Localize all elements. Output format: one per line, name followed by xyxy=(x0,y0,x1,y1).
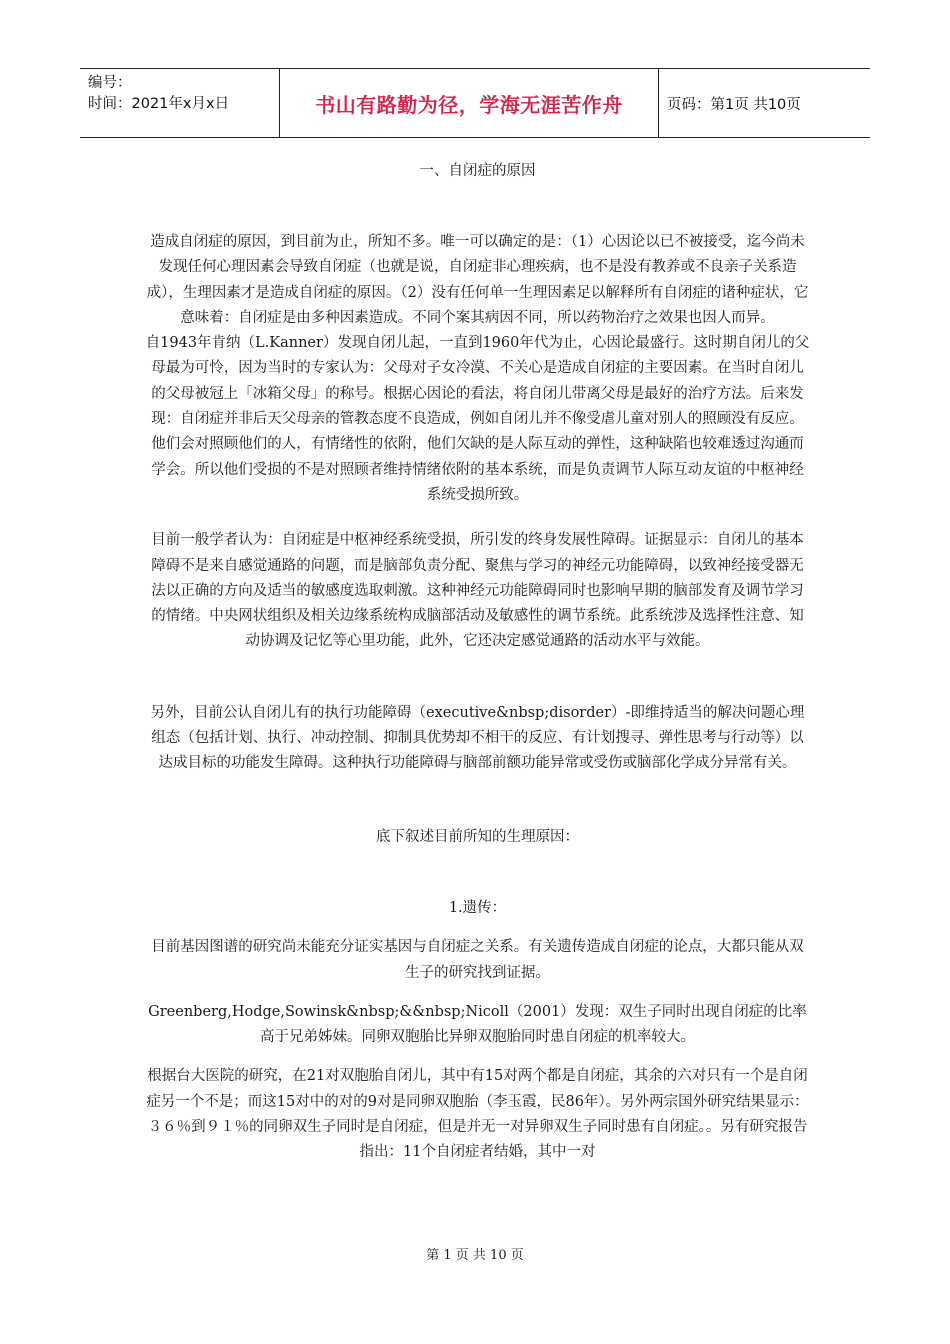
paragraph-psychogenic-theory: 自1943年肯纳（L.Kanner）发现自闭儿起，一直到1960年代为止，心因论最盛行。这时期自闭儿的父母最为可怜，因为当时的专家认为：父母对子女冷漠、不关心是造成自闭症的主要因素。在当时自闭儿的父母被冠上「冰箱父母」的称号。根据心因论的看法，将自闭儿带离父母是最好的治疗方法。后来发现：自闭症并非后天父母亲的管教态度不良造成，例如自闭儿并不像受虐儿童对别人的照顾没有反应。他们会对照顾他们的人，有情绪性的依附，他们欠缺的是人际互动的弹性，这种缺陷也较难透过沟通而学会。所以他们受损的不是对照顾者维持情绪依附的基本系统，而是负责调节人际互动友谊的中枢神经系统受损所致。 xyxy=(145,335,810,503)
page-number-cell xyxy=(659,69,870,137)
paragraph-physiological-intro: 底下叙述目前所知的生理原因： xyxy=(376,828,579,845)
paragraph-executive-disorder: 另外，目前公认自闭儿有的执行功能障碍（executive&nbsp;disorder）-即维持适当的解决问题心理组态（包括计划、执行、冲动控制、抑制具优势却不相干的反应、有计划搜寻、弹性思考与行动等）以达成目标的功能发生障碍。这种执行功能障碍与脑部前额功能异常或受伤或脑部化学成分异常有关。 xyxy=(150,704,805,772)
motto-text: 书山有路勤为径，学海无涯苦作舟 xyxy=(315,92,623,117)
header-meta-cell xyxy=(80,69,280,137)
subheading-genetics: 1.遗传： xyxy=(448,899,507,916)
header-table xyxy=(80,68,870,138)
section-title: 一、自闭症的原因 xyxy=(419,163,536,179)
paragraph-twin-study: Greenberg,Hodge,Sowinsk&nbsp;&&nbsp;Nicoll（2001）发现：双生子同时出现自闭症的比率高于兄弟姊妹。同卵双胞胎比异卵双胞胎同时患自闭症的机率较大。 xyxy=(148,1003,807,1046)
paragraph-gene-mapping: 目前基因图谱的研究尚未能充分证实基因与自闭症之关系。有关遗传造成自闭症的论点，大都只能从双生子的研究找到证据。 xyxy=(151,939,804,981)
number-label: 编号： xyxy=(88,75,132,91)
paragraph-causes-overview: 造成自闭症的原因，到目前为止，所知不多。唯一可以确定的是：（1）心因论以已不被接受，迄今尚未发现任何心理因素会导致自闭症（也就是说，自闭症非心理疾病，也不是没有教养或不良亲子关系造成），生理因素才是造成自闭症的原因。（2）没有任何单一生理因素足以解释所有自闭症的诸种症状，它意味着：自闭症是由多种因素造成。不同个案其病因不同，所以药物治疗之效果也因人而异。 xyxy=(146,234,809,326)
motto-cell xyxy=(280,69,659,137)
paragraph-ntuh-study: 根据台大医院的研究，在21对双胞胎自闭儿，其中有15对两个都是自闭症，其余的六对只有一个是自闭症另一个不是；而这15对中的对的9对是同卵双胞胎（李玉霞，民86年）。另外两宗国外研究结果显示：３６％到９１％的同卵双生子同时是自闭症，但是并无一对异卵双生子同时患有自闭症。。另有研究报告指出：11个自闭症者结婚，其中一对 xyxy=(146,1068,809,1161)
time-label: 时间：2021年x月x日 xyxy=(88,96,230,112)
document-body xyxy=(145,160,810,1166)
page-number-label: 页码：第1页 共10页 xyxy=(667,96,801,113)
page-footer: 第 1 页 共 10 页 xyxy=(426,1248,524,1263)
paragraph-cns-damage: 目前一般学者认为：自闭症是中枢神经系统受损，所引发的终身发展性障碍。证据显示：自闭儿的基本障碍不是来自感觉通路的问题，而是脑部负责分配、聚焦与学习的神经元功能障碍，以致神经接受器无法以正确的方向及适当的敏感度选取刺激。这种神经元功能障碍同时也影响早期的脑部发育及调节学习的情绪。中央网状组织及相关边缘系统构成脑部活动及敏感性的调节系统。此系统涉及选择性注意、知动协调及记忆等心里功能，此外，它还决定感觉通路的活动水平与效能。 xyxy=(151,532,804,650)
